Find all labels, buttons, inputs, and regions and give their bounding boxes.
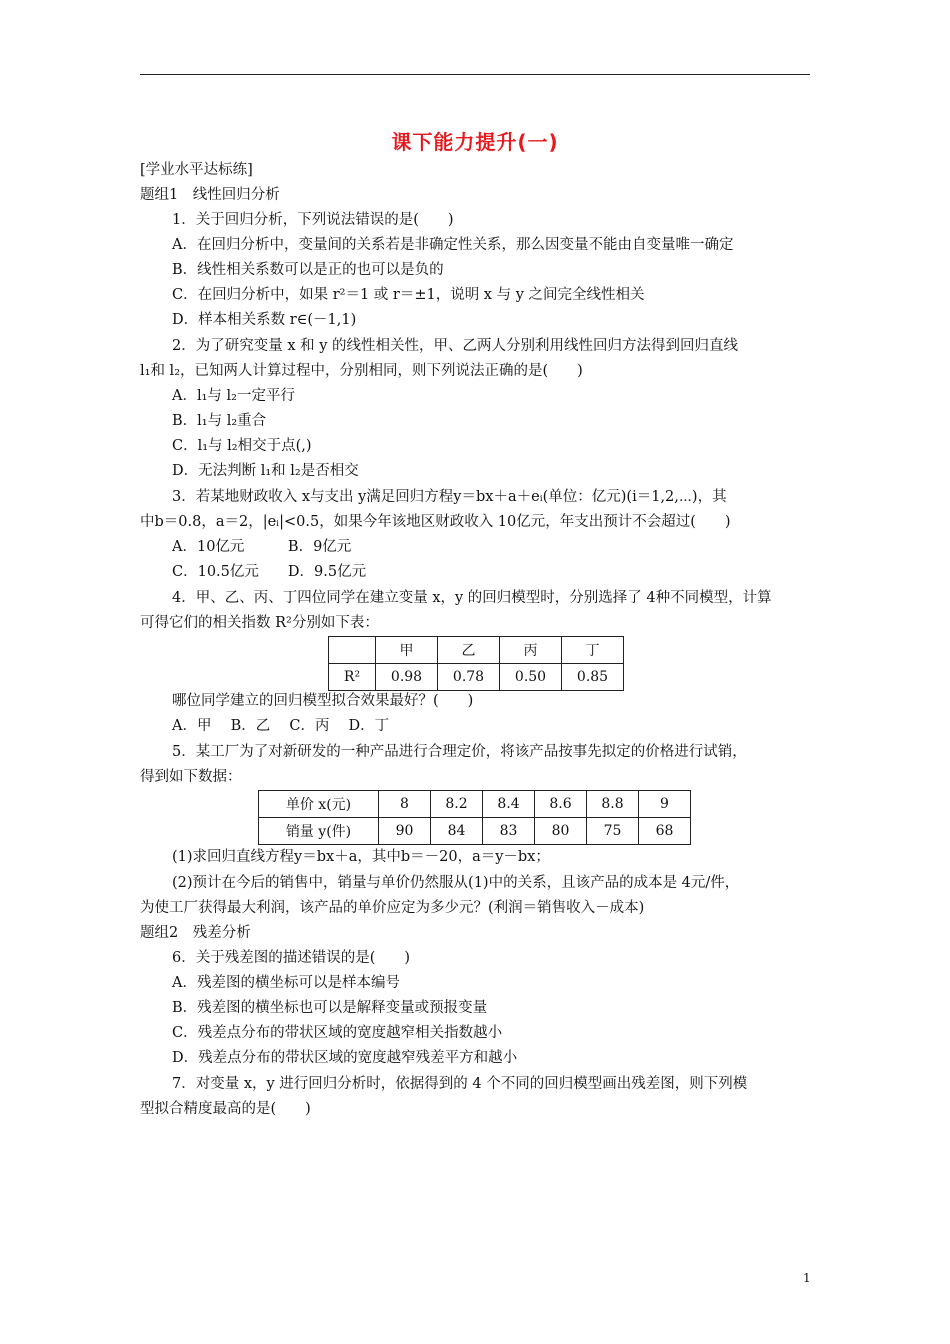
q4-r2-table	[328, 636, 624, 691]
table-row-label: 销量 y(件)	[259, 818, 379, 845]
table-cell: 8.6	[535, 791, 587, 818]
q2-stem-line2: l₁和 l₂，已知两人计算过程中，分别相同，则下列说法正确的是( )	[140, 363, 583, 379]
header-rule	[140, 74, 810, 75]
table-cell: 80	[535, 818, 587, 845]
q6-stem: 6．关于残差图的描述错误的是( )	[172, 950, 411, 966]
table-cell: 8.2	[431, 791, 483, 818]
table-cell: 84	[431, 818, 483, 845]
table-row-label: R²	[329, 664, 376, 691]
q4-options: A．甲 B．乙 C．丙 D．丁	[172, 718, 390, 734]
table-cell: 8	[379, 791, 431, 818]
q7-stem-line1: 7．对变量 x，y 进行回归分析时，依据得到的 4 个不同的回归模型画出残差图，则下列模	[172, 1076, 748, 1092]
q1-option-d: D．样本相关系数 r∈(－1,1)	[172, 312, 357, 328]
table-header-cell: 丙	[500, 637, 562, 664]
q2-option-c: C．l₁与 l₂相交于点(,)	[172, 438, 312, 454]
q1-option-a: A．在回归分析中，变量间的关系若是非确定性关系，那么因变量不能由自变量唯一确定	[172, 237, 734, 253]
q6-option-a: A．残差图的横坐标可以是样本编号	[172, 975, 400, 991]
q2-option-d: D．无法判断 l₁和 l₂是否相交	[172, 463, 359, 479]
table-cell-empty	[329, 637, 376, 664]
q2-stem-line1: 2．为了研究变量 x 和 y 的线性相关性，甲、乙两人分别利用线性回归方法得到回归直线	[172, 338, 739, 354]
q6-option-b: B．残差图的横坐标也可以是解释变量或预报变量	[172, 1000, 488, 1016]
page-title: 课下能力提升(一)	[391, 130, 559, 154]
q1-option-b: B．线性相关系数可以是正的也可以是负的	[172, 262, 444, 278]
q6-option-c: C．残差点分布的带状区域的宽度越窄相关指数越小	[172, 1025, 503, 1041]
table-cell: 90	[379, 818, 431, 845]
q2-option-b: B．l₁与 l₂重合	[172, 413, 267, 429]
q4-question: 哪位同学建立的回归模型拟合效果最好？( )	[172, 693, 474, 709]
table-cell: 8.8	[587, 791, 639, 818]
table-row	[259, 791, 691, 818]
table-header-cell: 丁	[562, 637, 624, 664]
section-label: [学业水平达标练]	[140, 162, 253, 178]
table-cell: 0.98	[376, 664, 438, 691]
table-cell: 0.78	[438, 664, 500, 691]
table-cell: 9	[639, 791, 691, 818]
table-cell: 0.50	[500, 664, 562, 691]
q6-option-d: D．残差点分布的带状区域的宽度越窄残差平方和越小	[172, 1050, 518, 1066]
table-row	[259, 818, 691, 845]
table-cell: 0.85	[562, 664, 624, 691]
q3-stem-line1: 3．若某地财政收入 x与支出 y满足回归方程y＝bx＋a＋eᵢ(单位：亿元)(i＝1,2,⋯)，其	[172, 489, 727, 505]
q3-options-cd: C．10.5亿元 D．9.5亿元	[172, 564, 367, 580]
q7-stem-line2: 型拟合精度最高的是( )	[140, 1101, 311, 1117]
table-cell: 8.4	[483, 791, 535, 818]
q1-stem: 1．关于回归分析，下列说法错误的是( )	[172, 212, 454, 228]
q5-stem-line2: 得到如下数据：	[140, 769, 242, 785]
q5-part2-line1: (2)预计在今后的销售中，销量与单价仍然服从(1)中的关系，且该产品的成本是 4元/件，	[172, 875, 740, 891]
q4-stem-line2: 可得它们的相关指数 R²分别如下表：	[140, 615, 379, 631]
q4-stem-line1: 4．甲、乙、丙、丁四位同学在建立变量 x，y 的回归模型时，分别选择了 4种不同模型，计算	[172, 590, 772, 606]
table-header-cell: 乙	[438, 637, 500, 664]
table-cell: 68	[639, 818, 691, 845]
table-row	[329, 637, 624, 664]
q5-part1: (1)求回归直线方程y＝bx＋a，其中b＝－20，a＝y－bx；	[172, 849, 550, 865]
table-cell: 75	[587, 818, 639, 845]
q5-part2-line2: 为使工厂获得最大利润，该产品的单价应定为多少元？(利润＝销售收入－成本)	[140, 900, 645, 916]
table-header-cell: 甲	[376, 637, 438, 664]
q3-stem-line2: 中b＝0.8，a＝2，|eᵢ|<0.5，如果今年该地区财政收入 10亿元，年支出预计不会超过( )	[140, 514, 731, 530]
q5-stem-line1: 5．某工厂为了对新研发的一种产品进行合理定价，将该产品按事先拟定的价格进行试销，	[172, 744, 747, 760]
table-row	[329, 664, 624, 691]
table-row-label: 单价 x(元)	[259, 791, 379, 818]
q5-price-sales-table	[258, 790, 691, 845]
q2-option-a: A．l₁与 l₂一定平行	[172, 388, 295, 404]
group1-heading: 题组1 线性回归分析	[140, 187, 280, 203]
q1-option-c: C．在回归分析中，如果 r²＝1 或 r＝±1，说明 x 与 y 之间完全线性相关	[172, 287, 645, 303]
table-cell: 83	[483, 818, 535, 845]
group2-heading: 题组2 残差分析	[140, 925, 251, 941]
page-number: 1	[803, 1271, 811, 1285]
q3-options-ab: A．10亿元 B．9亿元	[172, 539, 352, 555]
